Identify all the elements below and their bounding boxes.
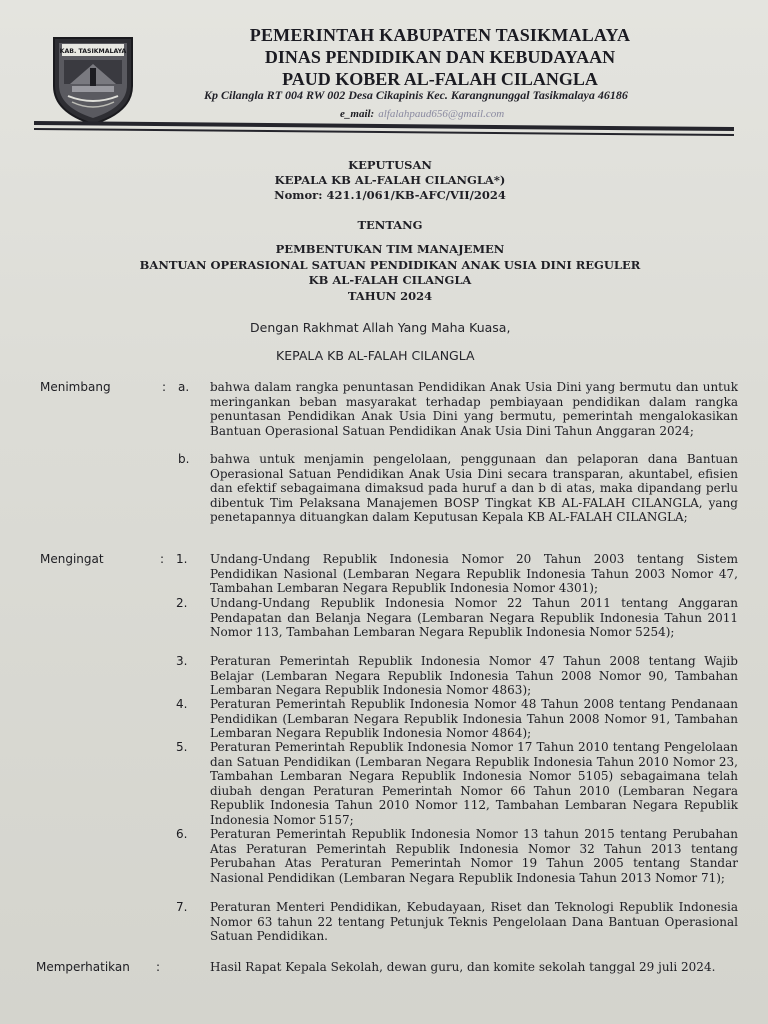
letterhead-department: DINAS PENDIDIKAN DAN KEBUDAYAAN: [264, 47, 616, 67]
item-marker: 7.: [176, 900, 188, 914]
letterhead-title: [150, 24, 730, 90]
decree-subject-line: BANTUAN OPERASIONAL SATUAN PENDIDIKAN ANAK USIA DINI REGULER: [139, 257, 641, 272]
item-marker: a.: [178, 380, 190, 394]
letterhead-address: Kp Cilangla RT 004 RW 002 Desa Cikapinis Kec. Karangnunggal Tasikmalaya 46186: [204, 88, 628, 102]
opening-issuer: KEPALA KB AL-FALAH CILANGLA: [276, 348, 475, 363]
decree-subject-line: TAHUN 2024: [347, 288, 433, 303]
svg-text:KAB. TASIKMALAYA: KAB. TASIKMALAYA: [59, 48, 127, 55]
item-marker: 5.: [176, 740, 188, 754]
item-marker: 4.: [176, 697, 188, 711]
mengingat-item-6: Peraturan Pemerintah Republik Indonesia Nomor 13 tahun 2015 tentang Perubahan Atas Peraturan Pemerintah Republik Indonesia Nomor 32 Tahun 2013 tentang Perubahan Atas Peraturan Pemerintah Nomor 19 Tahun 2005 tentang Standar Nasional Pendidikan (Lembaran Negara Republik Indonesia Tahun 2013 Nomor 71);: [210, 827, 738, 885]
letterhead-government: PEMERINTAH KABUPATEN TASIKMALAYA: [249, 25, 631, 45]
letterhead-school: PAUD KOBER AL-FALAH CILANGLA: [282, 69, 598, 89]
item-marker: 6.: [176, 827, 188, 841]
mengingat-item-5: Peraturan Pemerintah Republik Indonesia Nomor 17 Tahun 2010 tentang Pengelolaan dan Satuan Pendidikan (Lembaran Negara Republik Indonesia Tahun 2010 Nomor 23, Tambahan Lembaran Negara Republik Indonesia Nomor 5105) sebagaimana telah diubah dengan Peraturan Pemerintah Nomor 66 Tahun 2010 (Lembaran Negara Republik Indonesia Tahun 2010 Nomor 112, Tambahan Lembaran Negara Republik Indonesia Nomor 5157;: [210, 740, 738, 827]
opening-invocation: Dengan Rakhmat Allah Yang Maha Kuasa,: [250, 320, 511, 335]
section-label-mengingat: Mengingat: [40, 552, 104, 566]
decree-issuer: KEPALA KB AL-FALAH CILANGLA*): [274, 173, 506, 187]
section-colon: :: [162, 380, 167, 394]
decree-subject-line: KB AL-FALAH CILANGLA: [308, 273, 472, 287]
decree-heading-block: [110, 158, 670, 203]
item-marker: 3.: [176, 654, 188, 668]
section-label-memperhatikan: Memperhatikan: [36, 960, 130, 974]
email-value: alfalahpaud656@gmail.com: [378, 108, 505, 120]
letterhead-email: [340, 108, 504, 120]
memperhatikan-text: Hasil Rapat Kepala Sekolah, dewan guru, dan komite sekolah tanggal 29 juli 2024.: [210, 960, 716, 974]
mengingat-item-2: Undang-Undang Republik Indonesia Nomor 22 Tahun 2011 tentang Anggaran Pendapatan dan Belanja Negara (Lembaran Negara Republik Indonesia Tahun 2011 Nomor 113, Tambahan Lembaran Negara Republik Indonesia Nomor 5254);: [210, 596, 738, 640]
regency-emblem-logo: [50, 34, 136, 126]
mengingat-item-7: Peraturan Menteri Pendidikan, Kebudayaan, Riset dan Teknologi Republik Indonesia Nomor 63 tahun 22 tentang Petunjuk Teknis Pengelolaan Dana Bantuan Operasional Satuan Pendidikan.: [210, 900, 738, 944]
section-colon: :: [156, 960, 161, 974]
menimbang-item-a: bahwa dalam rangka penuntasan Pendidikan Anak Usia Dini yang bermutu dan untuk meringankan beban masyarakat terhadap pembiayaan pendidikan dalam rangka penuntasan Pendidikan Anak Usia Dini yang bermutu, pemerintah mengalokasikan Bantuan Operasional Satuan Pendidikan Anak Usia Dini Tahun Anggaran 2024;: [210, 380, 738, 438]
menimbang-item-b: bahwa untuk menjamin pengelolaan, penggunaan dan pelaporan dana Bantuan Operasional Satuan Pendidikan Anak Usia Dini secara transparan, akuntabel, efisien dan efektif sebagaimana dimaksud pada huruf a dan b di atas, maka dipandang perlu dibentuk Tim Pelaksana Manajemen BOSP Tingkat KB AL-FALAH CILANGLA, yang penetapannya dituangkan dalam Keputusan Kepala KB AL-FALAH CILANGLA;: [210, 452, 738, 525]
mengingat-item-3: Peraturan Pemerintah Republik Indonesia Nomor 47 Tahun 2008 tentang Wajib Belajar (Lembaran Negara Republik Indonesia Tahun 2008 Nomor 90, Tambahan Lembaran Negara Republik Indonesia Nomor 4863);: [210, 654, 738, 698]
section-label-menimbang: Menimbang: [40, 380, 111, 394]
decree-about: TENTANG: [357, 218, 423, 232]
decree-subject-block: [110, 242, 670, 304]
item-marker: 1.: [176, 552, 188, 566]
decree-subject-line: PEMBENTUKAN TIM MANAJEMEN: [275, 242, 505, 256]
decree-heading: KEPUTUSAN: [348, 158, 432, 172]
item-marker: b.: [178, 452, 190, 466]
mengingat-item-1: Undang-Undang Republik Indonesia Nomor 20 Tahun 2003 tentang Sistem Pendidikan Nasional (Lembaran Negara Republik Indonesia Tahun 2003 Nomor 47, Tambahan Lembaran Negara Republik Indonesia Nomor 4301);: [210, 552, 738, 596]
email-label: e_mail:: [340, 108, 375, 120]
section-colon: :: [160, 552, 165, 566]
item-marker: 2.: [176, 596, 188, 610]
decree-number: Nomor: 421.1/061/KB-AFC/VII/2024: [274, 188, 506, 202]
mengingat-item-4: Peraturan Pemerintah Republik Indonesia Nomor 48 Tahun 2008 tentang Pendanaan Pendidikan (Lembaran Negara Republik Indonesia Tahun 2008 Nomor 91, Tambahan Lembaran Negara Republik Indonesia Nomor 4864);: [210, 697, 738, 741]
